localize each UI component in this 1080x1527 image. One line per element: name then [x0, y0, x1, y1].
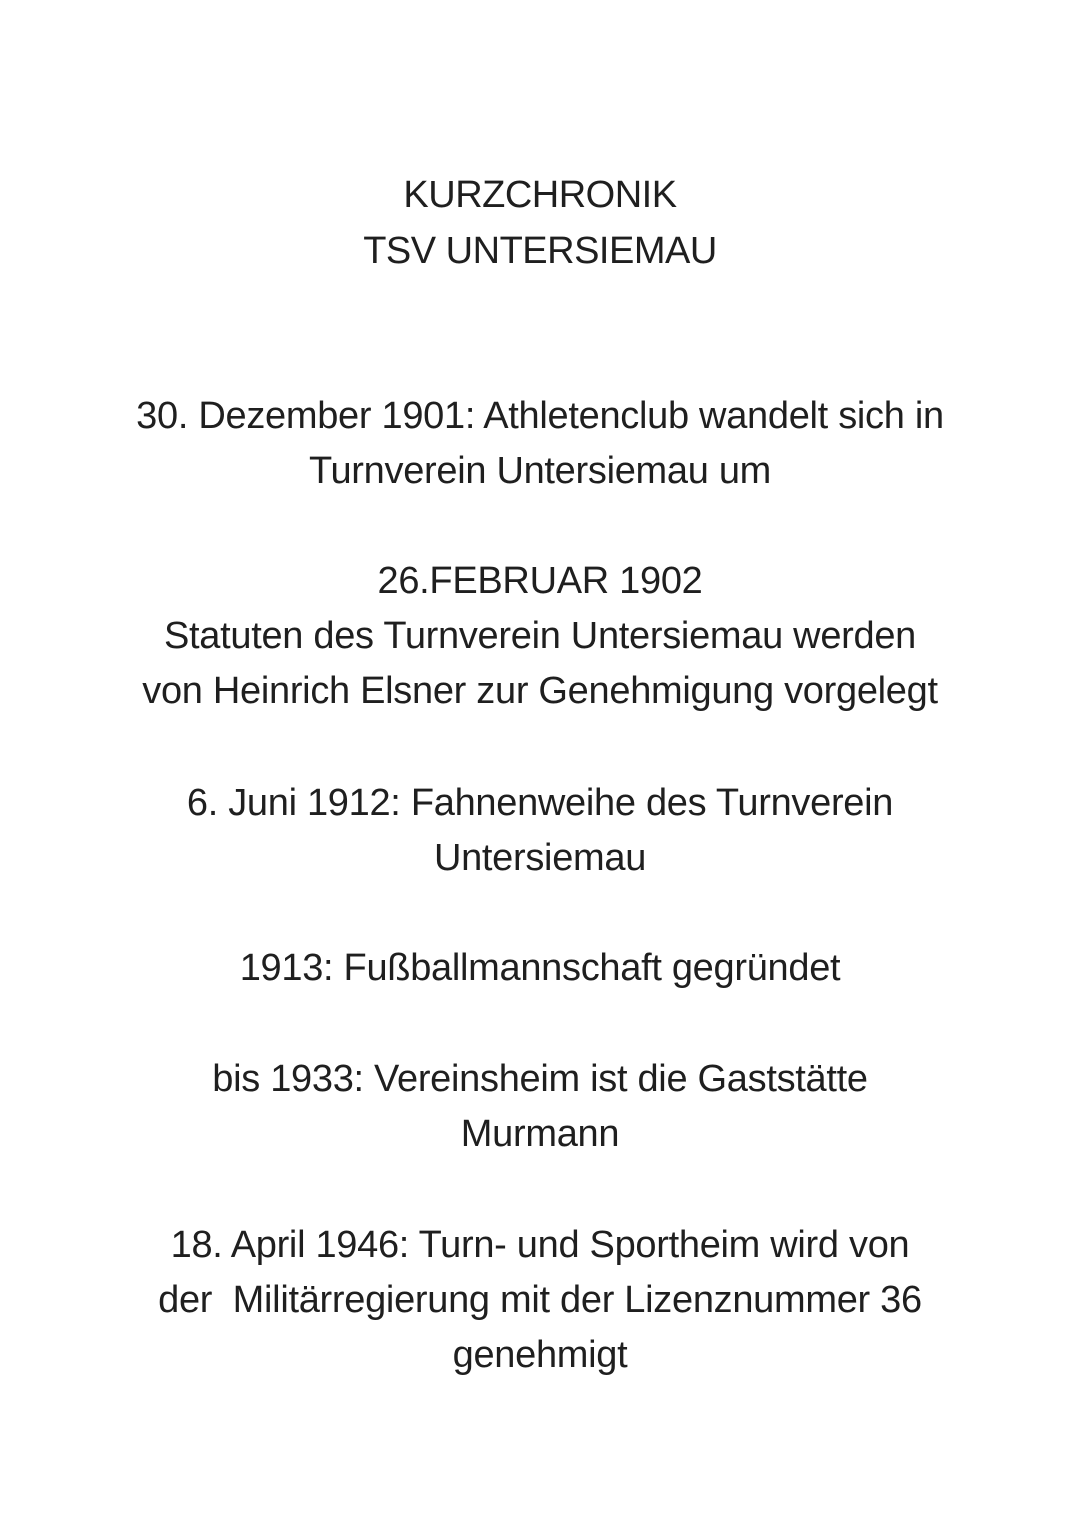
chronicle-entry-1901	[90, 389, 990, 499]
entry-text-line: Turnverein Untersiemau um	[308, 450, 772, 492]
chronicle-entry-1913	[90, 941, 990, 996]
document-title	[0, 167, 1080, 279]
entry-text-line: genehmigt	[452, 1334, 628, 1376]
title-line: KURZCHRONIK	[403, 174, 677, 216]
chronicle-entry-1912	[90, 776, 990, 886]
entry-text-line: der Militärregierung mit der Lizenznummer 36	[158, 1279, 922, 1321]
chronicle-entry-1946	[90, 1218, 990, 1383]
entry-text-line: 6. Juni 1912: Fahnenweihe des Turnverein	[186, 782, 894, 824]
entry-text-line: Untersiemau	[433, 837, 647, 879]
entry-text-line: bis 1933: Vereinsheim ist die Gaststätte	[212, 1058, 868, 1100]
entry-text-line: 18. April 1946: Turn- und Sportheim wird von	[170, 1224, 910, 1266]
entry-date-heading: 26.FEBRUAR 1902	[377, 560, 703, 602]
entry-text-line: 30. Dezember 1901: Athletenclub wandelt sich in	[136, 395, 944, 437]
entry-text-line: Murmann	[460, 1113, 620, 1155]
subtitle-line: TSV UNTERSIEMAU	[363, 230, 717, 272]
entry-text-line: 1913: Fußballmannschaft gegründet	[239, 947, 841, 989]
entry-text-line: Statuten des Turnverein Untersiemau werden	[163, 615, 917, 657]
chronicle-entry-1902	[90, 554, 990, 719]
entry-text-line: von Heinrich Elsner zur Genehmigung vorgelegt	[142, 670, 938, 712]
chronicle-entry-1933	[90, 1052, 990, 1162]
